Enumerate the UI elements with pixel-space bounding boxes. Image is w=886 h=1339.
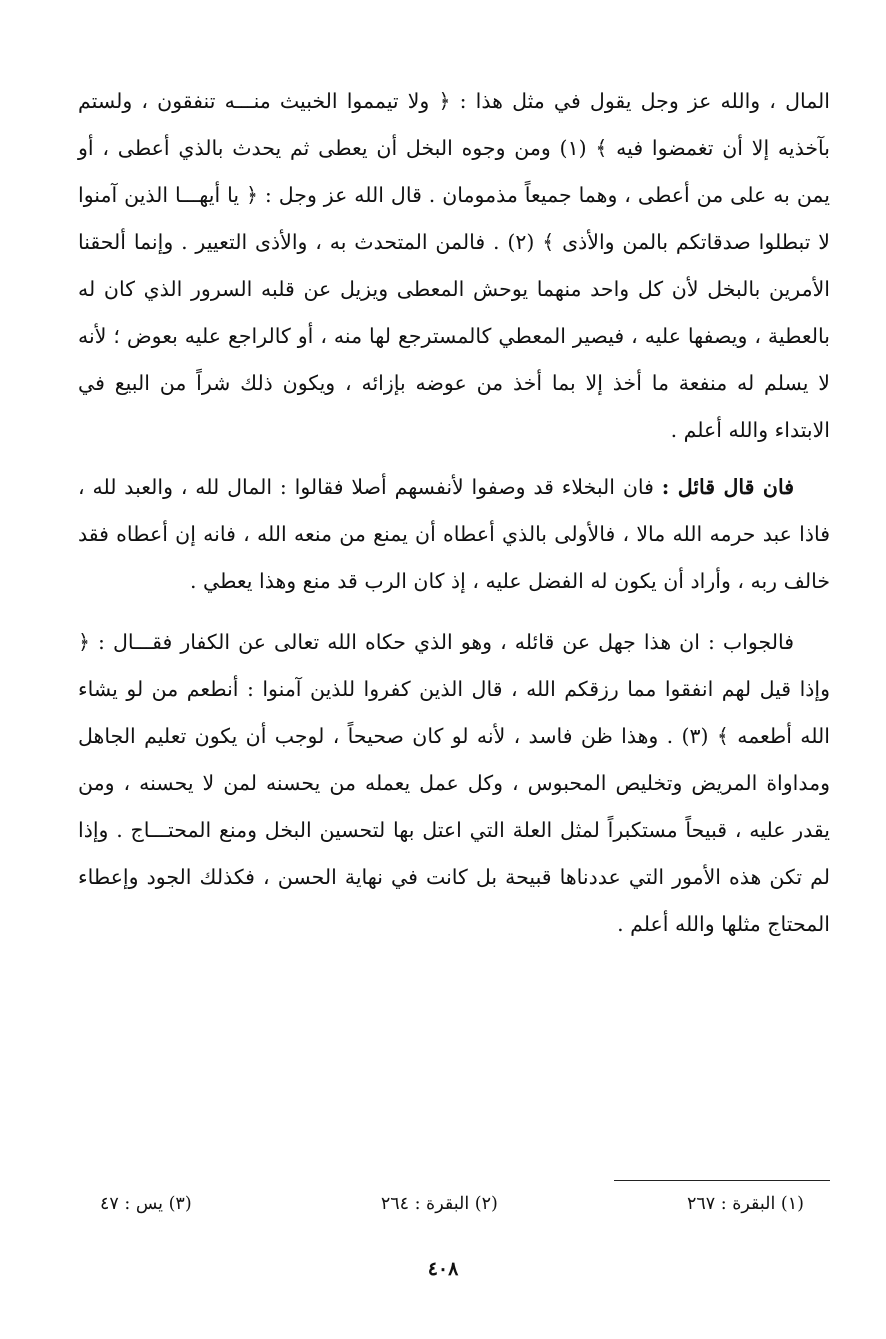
paragraph-3-text: فالجواب : ان هذا جهل عن قائله ، وهو الذي حكاه الله تعالى عن الكفار فقـــال : ﴿ وإذا قيل لهم انفقوا مما رزقكم الله ، قال الذين كفروا للذين آمنوا : أنطعم من لو يشاء الله أطعمه ﴾ (٣) . وهذا ظن فاسد ، لأنه لو كان صحيحاً ، لوجب أن يكون تعليم الجاهل ومداواة المريض وتخليص المحبوس ، وكل عمل يعمله من يحسنه لمن لا يحسنه ، ومن يقدر عليه ، قبيحاً مستكبراً لمثل العلة التي اعتل بها لتحسين البخل ومنع المحتـــاج . وإذا لم تكن هذه الأمور التي عددناها قبيحة بل كانت في نهاية الحسن ، فكذلك الجود وإعطاء المحتاج مثلها والله أعلم . [78, 630, 830, 936]
page-number: ٤٠٨ [427, 1258, 459, 1280]
paragraph-2-lead: فان قال قائل : [661, 475, 795, 499]
paragraph-3 [78, 619, 830, 948]
footnote-separator [614, 1180, 830, 1181]
footnote-2: (٢) البقرة : ٢٦٤ [380, 1194, 498, 1214]
footnote-1: (١) البقرة : ٢٦٧ [686, 1194, 804, 1214]
paragraph-2 [78, 464, 830, 605]
footnotes [100, 1194, 804, 1214]
paragraph-2-text: فان البخلاء قد وصفوا لأنفسهم أصلا فقالوا : المال لله ، والعبد لله ، فاذا عبد حرمه الله مالا ، فالأولى بالذي أعطاه أن يمنع من منعه الله ، فانه إن أعطاه فقد خالف ربه ، وأراد أن يكون له الفضل عليه ، إذ كان الرب قد منع وهذا يعطي . [78, 475, 830, 593]
main-text-block [78, 78, 830, 948]
footnote-3: (٣) يس : ٤٧ [100, 1194, 192, 1214]
paragraph-1: المال ، والله عز وجل يقول في مثل هذا : ﴿ ولا تيمموا الخبيث منـــه تنفقون ، ولستم بآخذيه إلا أن تغمضوا فيه ﴾ (١) ومن وجوه البخل أن يعطى ثم يحدث بالذي أعطى ، أو يمن به على من أعطى ، وهما جميعاً مذمومان . قال الله عز وجل : ﴿ يا أيهـــا الذين آمنوا لا تبطلوا صدقاتكم بالمن والأذى ﴾ (٢) . فالمن المتحدث به ، والأذى التعيير . وإنما ألحقنا الأمرين بالبخل لأن كل واحد منهما يوحش المعطى ويزيل عن قلبه السرور الذي كان له بالعطية ، ويصفها عليه ، فيصير المعطي كالمسترجع لها منه ، أو كالراجع عليه بعوض ؛ لأنه لا يسلم له منفعة ما أخذ إلا بما أخذ من عوضه بإزائه ، ويكون ذلك شراً من البيع في الابتداء والله أعلم . [78, 89, 831, 442]
